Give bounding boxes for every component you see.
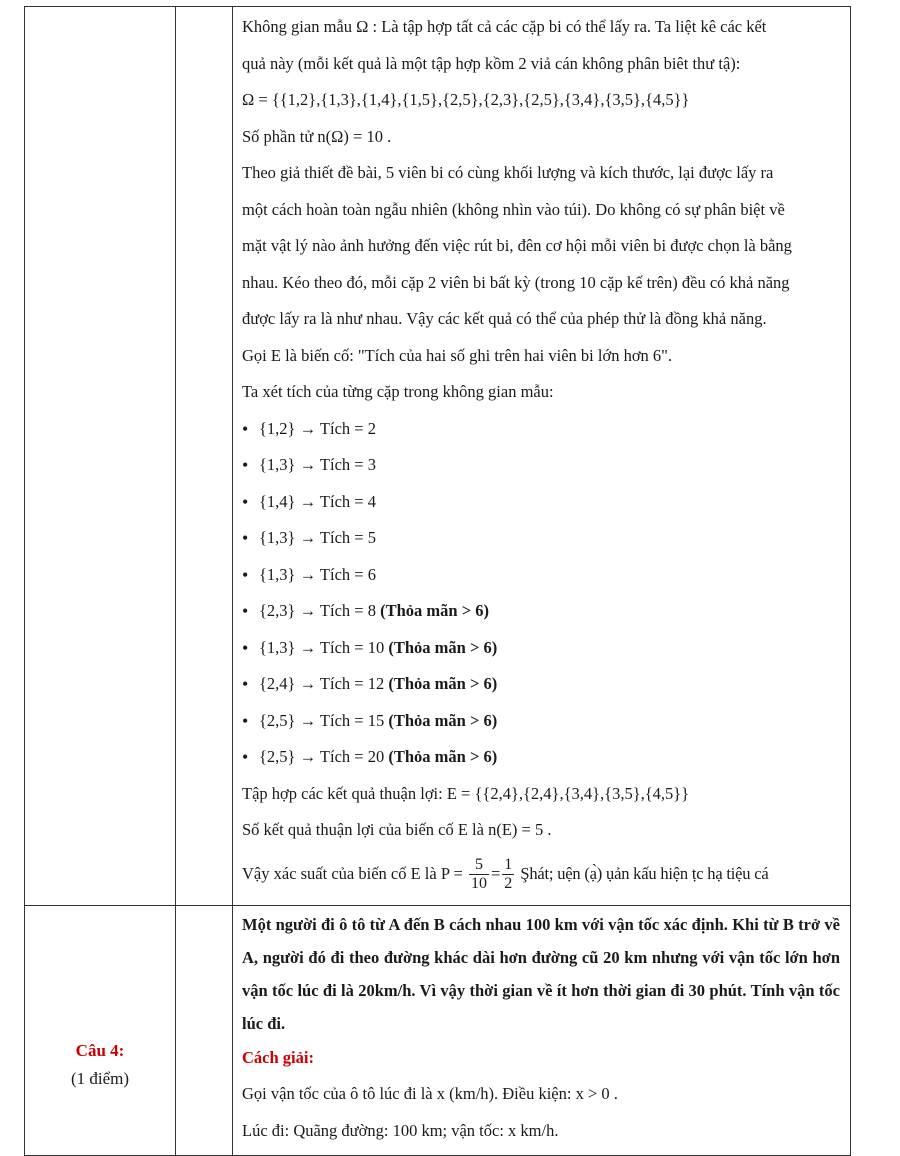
question-title: Câu 4: [75,1041,125,1061]
text-line: Số phần tử n(Ω) = 10 . [242,126,392,146]
text-line: Gọi vận tốc của ô tô lúc đi là x (km/h). Điều kiện: x > 0 . [242,1084,618,1103]
list-item: • {1,4} → Tích = 4 [242,484,844,521]
text-line: nhau. Kéo theo đó, mỗi cặp 2 viên bi bất kỳ (trong 10 cặp kế trên) đều có khả năng [242,272,790,292]
problem-statement: Một người đi ô tô từ A đến B cách nhau 100 km với vận tốc xác định. Khi từ B trở về A, người đó đi theo đường khác dài hơn đường cũ 20 km nhưng với vận tốc lớn hơn vận tốc lúc đi là 20km/h. Vì vậy thời gian về ít hơn thời gian đi 30 phút. Tính vận tốc lúc đi. [242,914,840,1033]
method-label: Cách giải: [242,1047,314,1067]
list-item: • {2,5} → Tích = 15 (Thỏa mãn > 6) [242,703,844,740]
text-line: quả này (mỗi kết quả là một tập hợp kồm 2 viả cán không phân biêt thư tậ): [242,53,741,73]
fraction: $\frac{5}{10}$ [470,856,487,893]
sample-space-formula: Ω = {{1,2},{1,3},{1,4},{1,5},{2,5},{2,3},{2,5},{3,4},{3,5},{4,5}} [242,90,690,109]
text-line: Ta xét tích của từng cặp trong không gian mẫu: [242,382,554,401]
solution-content [233,7,850,905]
text-line: Không gian mẫu Ω : Là tập hợp tất cả các cặp bi có thể lấy ra. Ta liệt kê các kết [242,17,767,36]
question-label-cell [25,7,176,906]
text-line: một cách hoàn toàn ngẫu nhiên (không nhìn vào túi). Do không có sự phân biệt về [242,199,785,219]
table-row [25,905,851,1156]
list-item: • {2,4} → Tích = 12 (Thỏa mãn > 6) [242,666,844,703]
solution-cell [233,905,851,1156]
solution-table [24,6,851,1156]
score-cell [176,905,233,1156]
text-line: mặt vật lý nào ảnh hưởng đến việc rút bi, đên cơ hội mỗi viên bi được chọn là bằng [242,236,792,255]
question-points: (1 điểm) [70,1069,130,1089]
text-line: được lấy ra là như nhau. Vậy các kết quả có thể của phép thử là đồng khả năng. [242,309,767,328]
favorable-count: Số kết quả thuận lợi của biến cố E là n(E) = 5 . [242,820,552,839]
list-item: • {1,3} → Tích = 6 [242,557,844,594]
text-line: Lúc đi: Quãng đường: 100 km; vận tốc: x km/h. [242,1120,559,1140]
list-item: • {1,3} → Tích = 3 [242,447,844,484]
question-label-cell [25,905,176,1156]
table-row [25,7,851,906]
score-cell [176,7,233,906]
fraction: $\frac{1}{2}$ [504,856,513,893]
list-item: • {1,3} → Tích = 5 [242,520,844,557]
list-item: • {1,3} → Tích = 10 (Thỏa mãn > 6) [242,630,844,667]
solution-cell [233,7,851,906]
list-item: • {2,5} → Tích = 20 (Thỏa mãn > 6) [242,739,844,776]
list-item: • {1,2} → Tích = 2 [242,411,844,448]
text-line: Gọi E là biến cố: "Tích của hai số ghi trên hai viên bi lớn hơn 6". [242,345,673,365]
list-item: • {2,3} → Tích = 8 (Thỏa mãn > 6) [242,593,844,630]
text-line: Theo giả thiết đề bài, 5 viên bi có cùng khối lượng và kích thước, lại được lấy ra [242,163,774,182]
favorable-outcomes: Tập hợp các kết quả thuận lợi: E = {{2,4},{2,4},{3,4},{3,5},{4,5}} [242,783,690,803]
probability-conclusion: Vậy xác suất của biến cố E là P = $\frac{5}{10}$ = $\frac{1}{2}$ Şhát; uện (ạ̀) ụản kấu hiện ṭc hạ tiệu cá [242,856,769,893]
